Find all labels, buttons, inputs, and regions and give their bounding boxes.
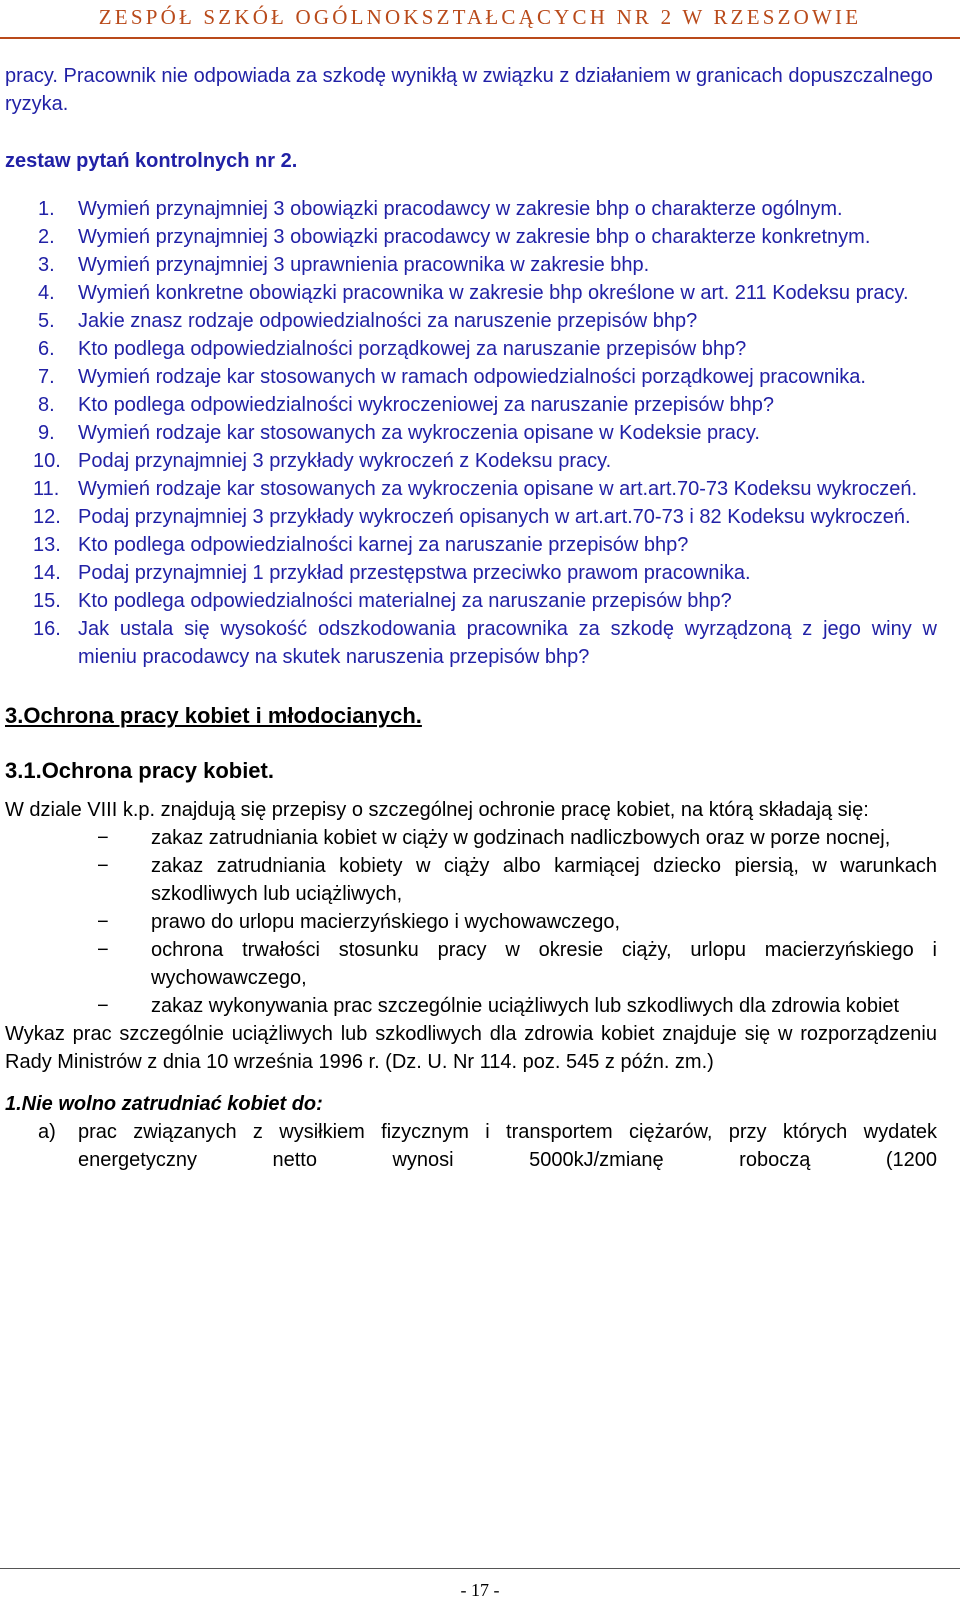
question-text: Wymień konkretne obowiązki pracownika w zakresie bhp określone w art. 211 Kodeksu pracy.	[78, 282, 909, 304]
question-item	[5, 559, 937, 587]
question-text: Wymień przynajmniej 3 obowiązki pracodawcy w zakresie bhp o charakterze ogólnym.	[78, 198, 843, 220]
list-item-text: zakaz zatrudniania kobiet w ciąży w godzinach nadliczbowych oraz w porze nocnej,	[151, 827, 891, 849]
list-item	[5, 852, 937, 908]
question-number: 14.	[33, 562, 61, 584]
dash-bullet: −	[97, 855, 109, 877]
question-number: 11.	[33, 478, 60, 500]
question-number: 2.	[38, 226, 55, 248]
question-number: 6.	[38, 338, 55, 360]
question-number: 9.	[38, 422, 55, 444]
question-text: Podaj przynajmniej 1 przykład przestępstwa przeciwko prawom pracownika.	[78, 562, 751, 584]
women-protection-list	[5, 824, 937, 1020]
question-item	[5, 195, 937, 223]
question-text: Kto podlega odpowiedzialności porządkowej za naruszanie przepisów bhp?	[78, 338, 747, 360]
questions-section-title: zestaw pytań kontrolnych nr 2.	[5, 150, 298, 172]
question-item	[5, 531, 937, 559]
question-text: Kto podlega odpowiedzialności karnej za naruszanie przepisów bhp?	[78, 534, 689, 556]
question-text: Kto podlega odpowiedzialności wykroczeniowej za naruszanie przepisów bhp?	[78, 394, 774, 416]
question-number: 13.	[33, 534, 61, 556]
question-number: 3.	[38, 254, 55, 276]
list-item-text: prawo do urlopu macierzyńskiego i wychowawczego,	[151, 911, 621, 933]
dash-bullet: −	[97, 827, 109, 849]
question-text: Wymień przynajmniej 3 uprawnienia pracownika w zakresie bhp.	[78, 254, 650, 276]
questions-list	[5, 195, 937, 671]
list-item	[5, 936, 937, 992]
question-text: Jak ustala się wysokość odszkodowania pracownika za szkodę wyrządzoną z jego winy w mieniu pracodawcy na skutek naruszenia przepisów bhp?	[78, 618, 937, 668]
list-item	[5, 908, 937, 936]
list-item-text: ochrona trwałości stosunku pracy w okresie ciąży, urlopu macierzyńskiego i wychowawczego,	[151, 939, 937, 989]
question-text: Podaj przynajmniej 3 przykłady wykroczeń opisanych w art.art.70-73 i 82 Kodeksu wykroczeń.	[78, 506, 911, 528]
question-number: 4.	[38, 282, 55, 304]
heading-section-3: 3.Ochrona pracy kobiet i młodocianych.	[5, 703, 422, 728]
question-text: Podaj przynajmniej 3 przykłady wykroczeń z Kodeksu pracy.	[78, 450, 612, 472]
list-item-text: zakaz wykonywania prac szczególnie uciążliwych lub szkodliwych dla zdrowia kobiet	[151, 995, 900, 1017]
question-item	[5, 503, 937, 531]
intro-paragraph: pracy. Pracownik nie odpowiada za szkodę wynikłą w związku z działaniem w granicach dopuszczalnego ryzyka.	[5, 65, 933, 115]
question-item	[5, 223, 937, 251]
question-item	[5, 587, 937, 615]
list-item-letter: a)	[38, 1121, 56, 1143]
question-number: 12.	[33, 506, 61, 528]
page-number: - 17 -	[460, 1580, 500, 1600]
question-text: Wymień rodzaje kar stosowanych za wykroczenia opisane w art.art.70-73 Kodeksu wykroczeń.	[78, 478, 918, 500]
question-item	[5, 363, 937, 391]
question-item	[5, 335, 937, 363]
list-item-text: zakaz zatrudniania kobiety w ciąży albo karmiącej dziecko piersią, w warunkach szkodliwych lub uciążliwych,	[151, 855, 937, 905]
question-number: 16.	[33, 618, 61, 640]
heading-prohibited-work: 1.Nie wolno zatrudniać kobiet do:	[5, 1093, 323, 1115]
page-content	[5, 62, 937, 1174]
header-divider	[0, 37, 960, 39]
question-item	[5, 391, 937, 419]
question-item	[5, 307, 937, 335]
list-item-text: prac związanych z wysiłkiem fizycznym i transportem ciężarów, przy których wydatek energetyczny netto wynosi 5000kJ/zmianę roboczą (1200	[78, 1121, 937, 1171]
question-number: 5.	[38, 310, 55, 332]
list-item	[5, 992, 937, 1020]
heading-section-3-1: 3.1.Ochrona pracy kobiet.	[5, 758, 274, 783]
women-intro-text: W dziale VIII k.p. znajdują się przepisy o szczególnej ochronie pracę kobiet, na którą składają się:	[5, 799, 869, 821]
question-text: Wymień przynajmniej 3 obowiązki pracodawcy w zakresie bhp o charakterze konkretnym.	[78, 226, 871, 248]
page-header-title: ZESPÓŁ SZKÓŁ OGÓLNOKSZTAŁCĄCYCH NR 2 W RZESZOWIE	[98, 5, 862, 29]
prohibited-work-list	[5, 1118, 937, 1174]
dash-bullet: −	[97, 995, 109, 1017]
question-text: Wymień rodzaje kar stosowanych za wykroczenia opisane w Kodeksie pracy.	[78, 422, 760, 444]
list-item	[5, 1118, 937, 1174]
question-number: 10.	[33, 450, 61, 472]
question-item	[5, 615, 937, 671]
question-number: 8.	[38, 394, 55, 416]
question-number: 1.	[38, 198, 55, 220]
question-text: Jakie znasz rodzaje odpowiedzialności za naruszenie przepisów bhp?	[78, 310, 698, 332]
question-number: 7.	[38, 366, 55, 388]
question-item	[5, 279, 937, 307]
question-item	[5, 447, 937, 475]
question-text: Wymień rodzaje kar stosowanych w ramach odpowiedzialności porządkowej pracownika.	[78, 366, 866, 388]
question-item	[5, 419, 937, 447]
dash-bullet: −	[97, 911, 109, 933]
question-number: 15.	[33, 590, 61, 612]
list-item	[5, 824, 937, 852]
wykaz-paragraph: Wykaz prac szczególnie uciążliwych lub szkodliwych dla zdrowia kobiet znajduje się w rozporządzeniu Rady Ministrów z dnia 10 września 1996 r. (Dz. U. Nr 114. poz. 545 z późn. zm.)	[5, 1023, 937, 1073]
question-item	[5, 251, 937, 279]
question-text: Kto podlega odpowiedzialności materialnej za naruszanie przepisów bhp?	[78, 590, 732, 612]
dash-bullet: −	[97, 939, 109, 961]
question-item	[5, 475, 937, 503]
women-intro-paragraph	[5, 796, 937, 824]
footer-divider	[0, 1568, 960, 1569]
